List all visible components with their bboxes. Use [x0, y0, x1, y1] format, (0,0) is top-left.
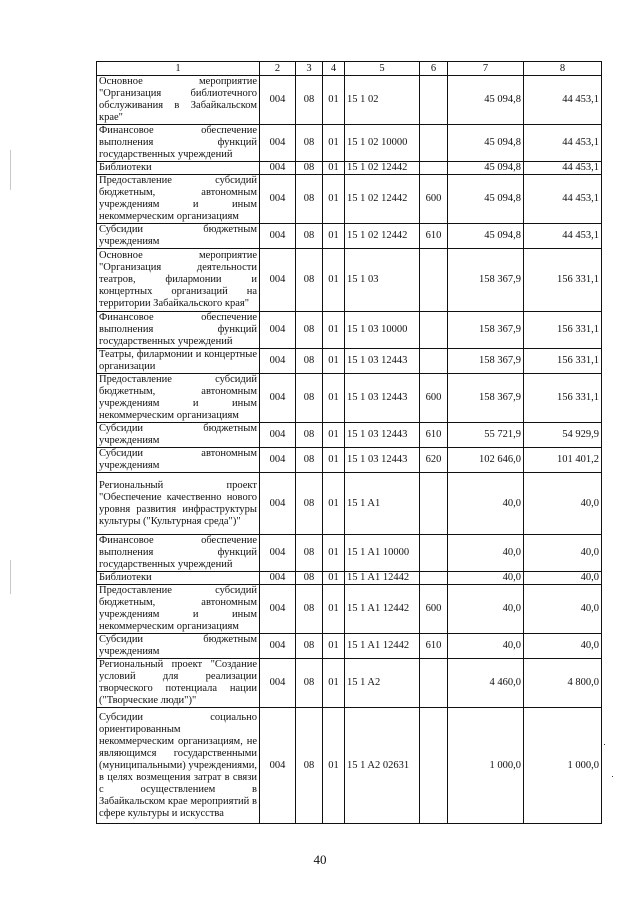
target-code-cell: 15 1 02 12442 [345, 175, 420, 224]
code-cell: 01 [323, 312, 345, 349]
expense-type-cell [420, 708, 448, 824]
code-cell: 004 [260, 249, 296, 312]
table-row [97, 572, 602, 585]
amount-cell: 40,0 [448, 473, 524, 535]
column-header: 5 [345, 62, 420, 76]
target-code-cell: 15 1 A1 10000 [345, 535, 420, 572]
code-cell: 08 [296, 175, 323, 224]
code-cell: 004 [260, 473, 296, 535]
code-cell: 004 [260, 585, 296, 634]
table-row [97, 535, 602, 572]
code-cell: 01 [323, 374, 345, 423]
expense-type-cell [420, 659, 448, 708]
row-name-cell: Предоставление субсидий бюджетным, автономным учреждениям и иным некоммерческим организациям [97, 585, 260, 634]
code-cell: 01 [323, 659, 345, 708]
table-header-row [97, 62, 602, 76]
amount-cell: 1 000,0 [524, 708, 602, 824]
amount-cell: 158 367,9 [448, 374, 524, 423]
amount-cell: 44 453,1 [524, 76, 602, 125]
row-name-cell: Основное мероприятие "Организация деятельности театров, филармонии и концертных организаций на территории Забайкальского края" [97, 249, 260, 312]
amount-cell: 158 367,9 [448, 249, 524, 312]
row-name-cell: Библиотеки [97, 572, 260, 585]
amount-cell: 1 000,0 [448, 708, 524, 824]
column-header: 8 [524, 62, 602, 76]
code-cell: 004 [260, 659, 296, 708]
target-code-cell: 15 1 03 12443 [345, 374, 420, 423]
code-cell: 08 [296, 659, 323, 708]
code-cell: 004 [260, 423, 296, 448]
expense-type-cell: 600 [420, 175, 448, 224]
code-cell: 004 [260, 125, 296, 162]
code-cell: 004 [260, 175, 296, 224]
amount-cell: 44 453,1 [524, 125, 602, 162]
code-cell: 004 [260, 312, 296, 349]
amount-cell: 40,0 [448, 585, 524, 634]
table-row [97, 175, 602, 224]
amount-cell: 40,0 [524, 535, 602, 572]
code-cell: 08 [296, 585, 323, 634]
amount-cell: 101 401,2 [524, 448, 602, 473]
code-cell: 08 [296, 634, 323, 659]
amount-cell: 45 094,8 [448, 175, 524, 224]
code-cell: 01 [323, 634, 345, 659]
column-header: 2 [260, 62, 296, 76]
target-code-cell: 15 1 03 12443 [345, 349, 420, 374]
row-name-cell: Субсидии бюджетным учреждениям [97, 634, 260, 659]
amount-cell: 45 094,8 [448, 224, 524, 249]
amount-cell: 55 721,9 [448, 423, 524, 448]
code-cell: 01 [323, 473, 345, 535]
code-cell: 004 [260, 634, 296, 659]
amount-cell: 40,0 [448, 535, 524, 572]
target-code-cell: 15 1 03 12443 [345, 423, 420, 448]
expense-type-cell: 610 [420, 224, 448, 249]
amount-cell: 156 331,1 [524, 349, 602, 374]
row-name-cell: Региональный проект "Создание условий для реализации творческого потенциала нации ("Творческие люди")" [97, 659, 260, 708]
code-cell: 08 [296, 76, 323, 125]
table-row [97, 374, 602, 423]
amount-cell: 40,0 [524, 585, 602, 634]
column-header: 4 [323, 62, 345, 76]
amount-cell: 158 367,9 [448, 349, 524, 374]
target-code-cell: 15 1 03 [345, 249, 420, 312]
table-row [97, 224, 602, 249]
expense-type-cell [420, 249, 448, 312]
target-code-cell: 15 1 02 10000 [345, 125, 420, 162]
table-row [97, 162, 602, 175]
code-cell: 08 [296, 448, 323, 473]
amount-cell: 40,0 [524, 572, 602, 585]
budget-table [96, 61, 602, 824]
expense-type-cell: 610 [420, 634, 448, 659]
code-cell: 004 [260, 224, 296, 249]
amount-cell: 40,0 [524, 634, 602, 659]
code-cell: 01 [323, 423, 345, 448]
amount-cell: 54 929,9 [524, 423, 602, 448]
scan-edge-line [10, 150, 11, 190]
target-code-cell: 15 1 02 12442 [345, 162, 420, 175]
target-code-cell: 15 1 A1 [345, 473, 420, 535]
amount-cell: 45 094,8 [448, 162, 524, 175]
expense-type-cell [420, 473, 448, 535]
table-row [97, 423, 602, 448]
code-cell: 08 [296, 125, 323, 162]
expense-type-cell [420, 312, 448, 349]
code-cell: 01 [323, 162, 345, 175]
expense-type-cell [420, 535, 448, 572]
expense-type-cell [420, 162, 448, 175]
code-cell: 08 [296, 249, 323, 312]
row-name-cell: Региональный проект "Обеспечение качественно нового уровня развития инфраструктуры культуры ("Культурная среда")" [97, 473, 260, 535]
expense-type-cell [420, 125, 448, 162]
code-cell: 01 [323, 224, 345, 249]
column-header: 7 [448, 62, 524, 76]
table-row [97, 76, 602, 125]
code-cell: 01 [323, 572, 345, 585]
code-cell: 08 [296, 312, 323, 349]
page-number: 40 [313, 852, 327, 867]
table-row [97, 585, 602, 634]
code-cell: 08 [296, 374, 323, 423]
amount-cell: 158 367,9 [448, 312, 524, 349]
row-name-cell: Предоставление субсидий бюджетным, автономным учреждениям и иным некоммерческим организациям [97, 374, 260, 423]
scan-speck [604, 744, 605, 745]
amount-cell: 44 453,1 [524, 175, 602, 224]
expense-type-cell [420, 349, 448, 374]
code-cell: 004 [260, 162, 296, 175]
code-cell: 01 [323, 708, 345, 824]
target-code-cell: 15 1 A2 [345, 659, 420, 708]
row-name-cell: Финансовое обеспечение выполнения функций государственных учреждений [97, 125, 260, 162]
scan-edge-line [10, 560, 11, 594]
code-cell: 08 [296, 224, 323, 249]
table-row [97, 125, 602, 162]
code-cell: 004 [260, 349, 296, 374]
code-cell: 08 [296, 423, 323, 448]
code-cell: 004 [260, 76, 296, 125]
row-name-cell: Основное мероприятие "Организация библиотечного обслуживания в Забайкальском крае" [97, 76, 260, 125]
amount-cell: 40,0 [448, 634, 524, 659]
code-cell: 01 [323, 76, 345, 125]
expense-type-cell: 610 [420, 423, 448, 448]
code-cell: 01 [323, 175, 345, 224]
code-cell: 08 [296, 572, 323, 585]
code-cell: 004 [260, 535, 296, 572]
row-name-cell: Субсидии социально ориентированным некоммерческим организациям, не являющимся государственными (муниципальными) учреждениями, в целях возмещения затрат в связи с осуществлением в Забайкальском крае мероприятий в сфере культуры и искусства [97, 708, 260, 824]
code-cell: 004 [260, 448, 296, 473]
target-code-cell: 15 1 A1 12442 [345, 634, 420, 659]
target-code-cell: 15 1 A2 02631 [345, 708, 420, 824]
row-name-cell: Субсидии бюджетным учреждениям [97, 224, 260, 249]
code-cell: 08 [296, 535, 323, 572]
amount-cell: 45 094,8 [448, 76, 524, 125]
column-header: 6 [420, 62, 448, 76]
code-cell: 004 [260, 572, 296, 585]
amount-cell: 102 646,0 [448, 448, 524, 473]
table-row [97, 249, 602, 312]
amount-cell: 4 460,0 [448, 659, 524, 708]
row-name-cell: Театры, филармонии и концертные организации [97, 349, 260, 374]
expense-type-cell: 600 [420, 585, 448, 634]
amount-cell: 4 800,0 [524, 659, 602, 708]
code-cell: 08 [296, 162, 323, 175]
code-cell: 01 [323, 535, 345, 572]
table-row [97, 659, 602, 708]
target-code-cell: 15 1 02 [345, 76, 420, 125]
code-cell: 01 [323, 585, 345, 634]
code-cell: 01 [323, 125, 345, 162]
code-cell: 004 [260, 708, 296, 824]
row-name-cell: Предоставление субсидий бюджетным, автономным учреждениям и иным некоммерческим организациям [97, 175, 260, 224]
code-cell: 01 [323, 249, 345, 312]
column-header: 3 [296, 62, 323, 76]
table-row [97, 634, 602, 659]
table-row [97, 448, 602, 473]
code-cell: 004 [260, 374, 296, 423]
row-name-cell: Субсидии автономным учреждениям [97, 448, 260, 473]
expense-type-cell [420, 76, 448, 125]
column-header: 1 [97, 62, 260, 76]
target-code-cell: 15 1 03 12443 [345, 448, 420, 473]
amount-cell: 45 094,8 [448, 125, 524, 162]
table-row [97, 349, 602, 374]
code-cell: 01 [323, 448, 345, 473]
expense-type-cell [420, 572, 448, 585]
scan-speck [612, 776, 613, 777]
expense-type-cell: 600 [420, 374, 448, 423]
amount-cell: 40,0 [524, 473, 602, 535]
table-row [97, 708, 602, 824]
code-cell: 08 [296, 473, 323, 535]
table-row [97, 473, 602, 535]
expense-type-cell: 620 [420, 448, 448, 473]
code-cell: 01 [323, 349, 345, 374]
table-row [97, 312, 602, 349]
target-code-cell: 15 1 A1 12442 [345, 572, 420, 585]
row-name-cell: Финансовое обеспечение выполнения функций государственных учреждений [97, 535, 260, 572]
amount-cell: 156 331,1 [524, 249, 602, 312]
code-cell: 08 [296, 708, 323, 824]
amount-cell: 40,0 [448, 572, 524, 585]
amount-cell: 44 453,1 [524, 162, 602, 175]
row-name-cell: Библиотеки [97, 162, 260, 175]
row-name-cell: Финансовое обеспечение выполнения функций государственных учреждений [97, 312, 260, 349]
target-code-cell: 15 1 02 12442 [345, 224, 420, 249]
code-cell: 08 [296, 349, 323, 374]
row-name-cell: Субсидии бюджетным учреждениям [97, 423, 260, 448]
target-code-cell: 15 1 A1 12442 [345, 585, 420, 634]
amount-cell: 44 453,1 [524, 224, 602, 249]
amount-cell: 156 331,1 [524, 374, 602, 423]
target-code-cell: 15 1 03 10000 [345, 312, 420, 349]
amount-cell: 156 331,1 [524, 312, 602, 349]
